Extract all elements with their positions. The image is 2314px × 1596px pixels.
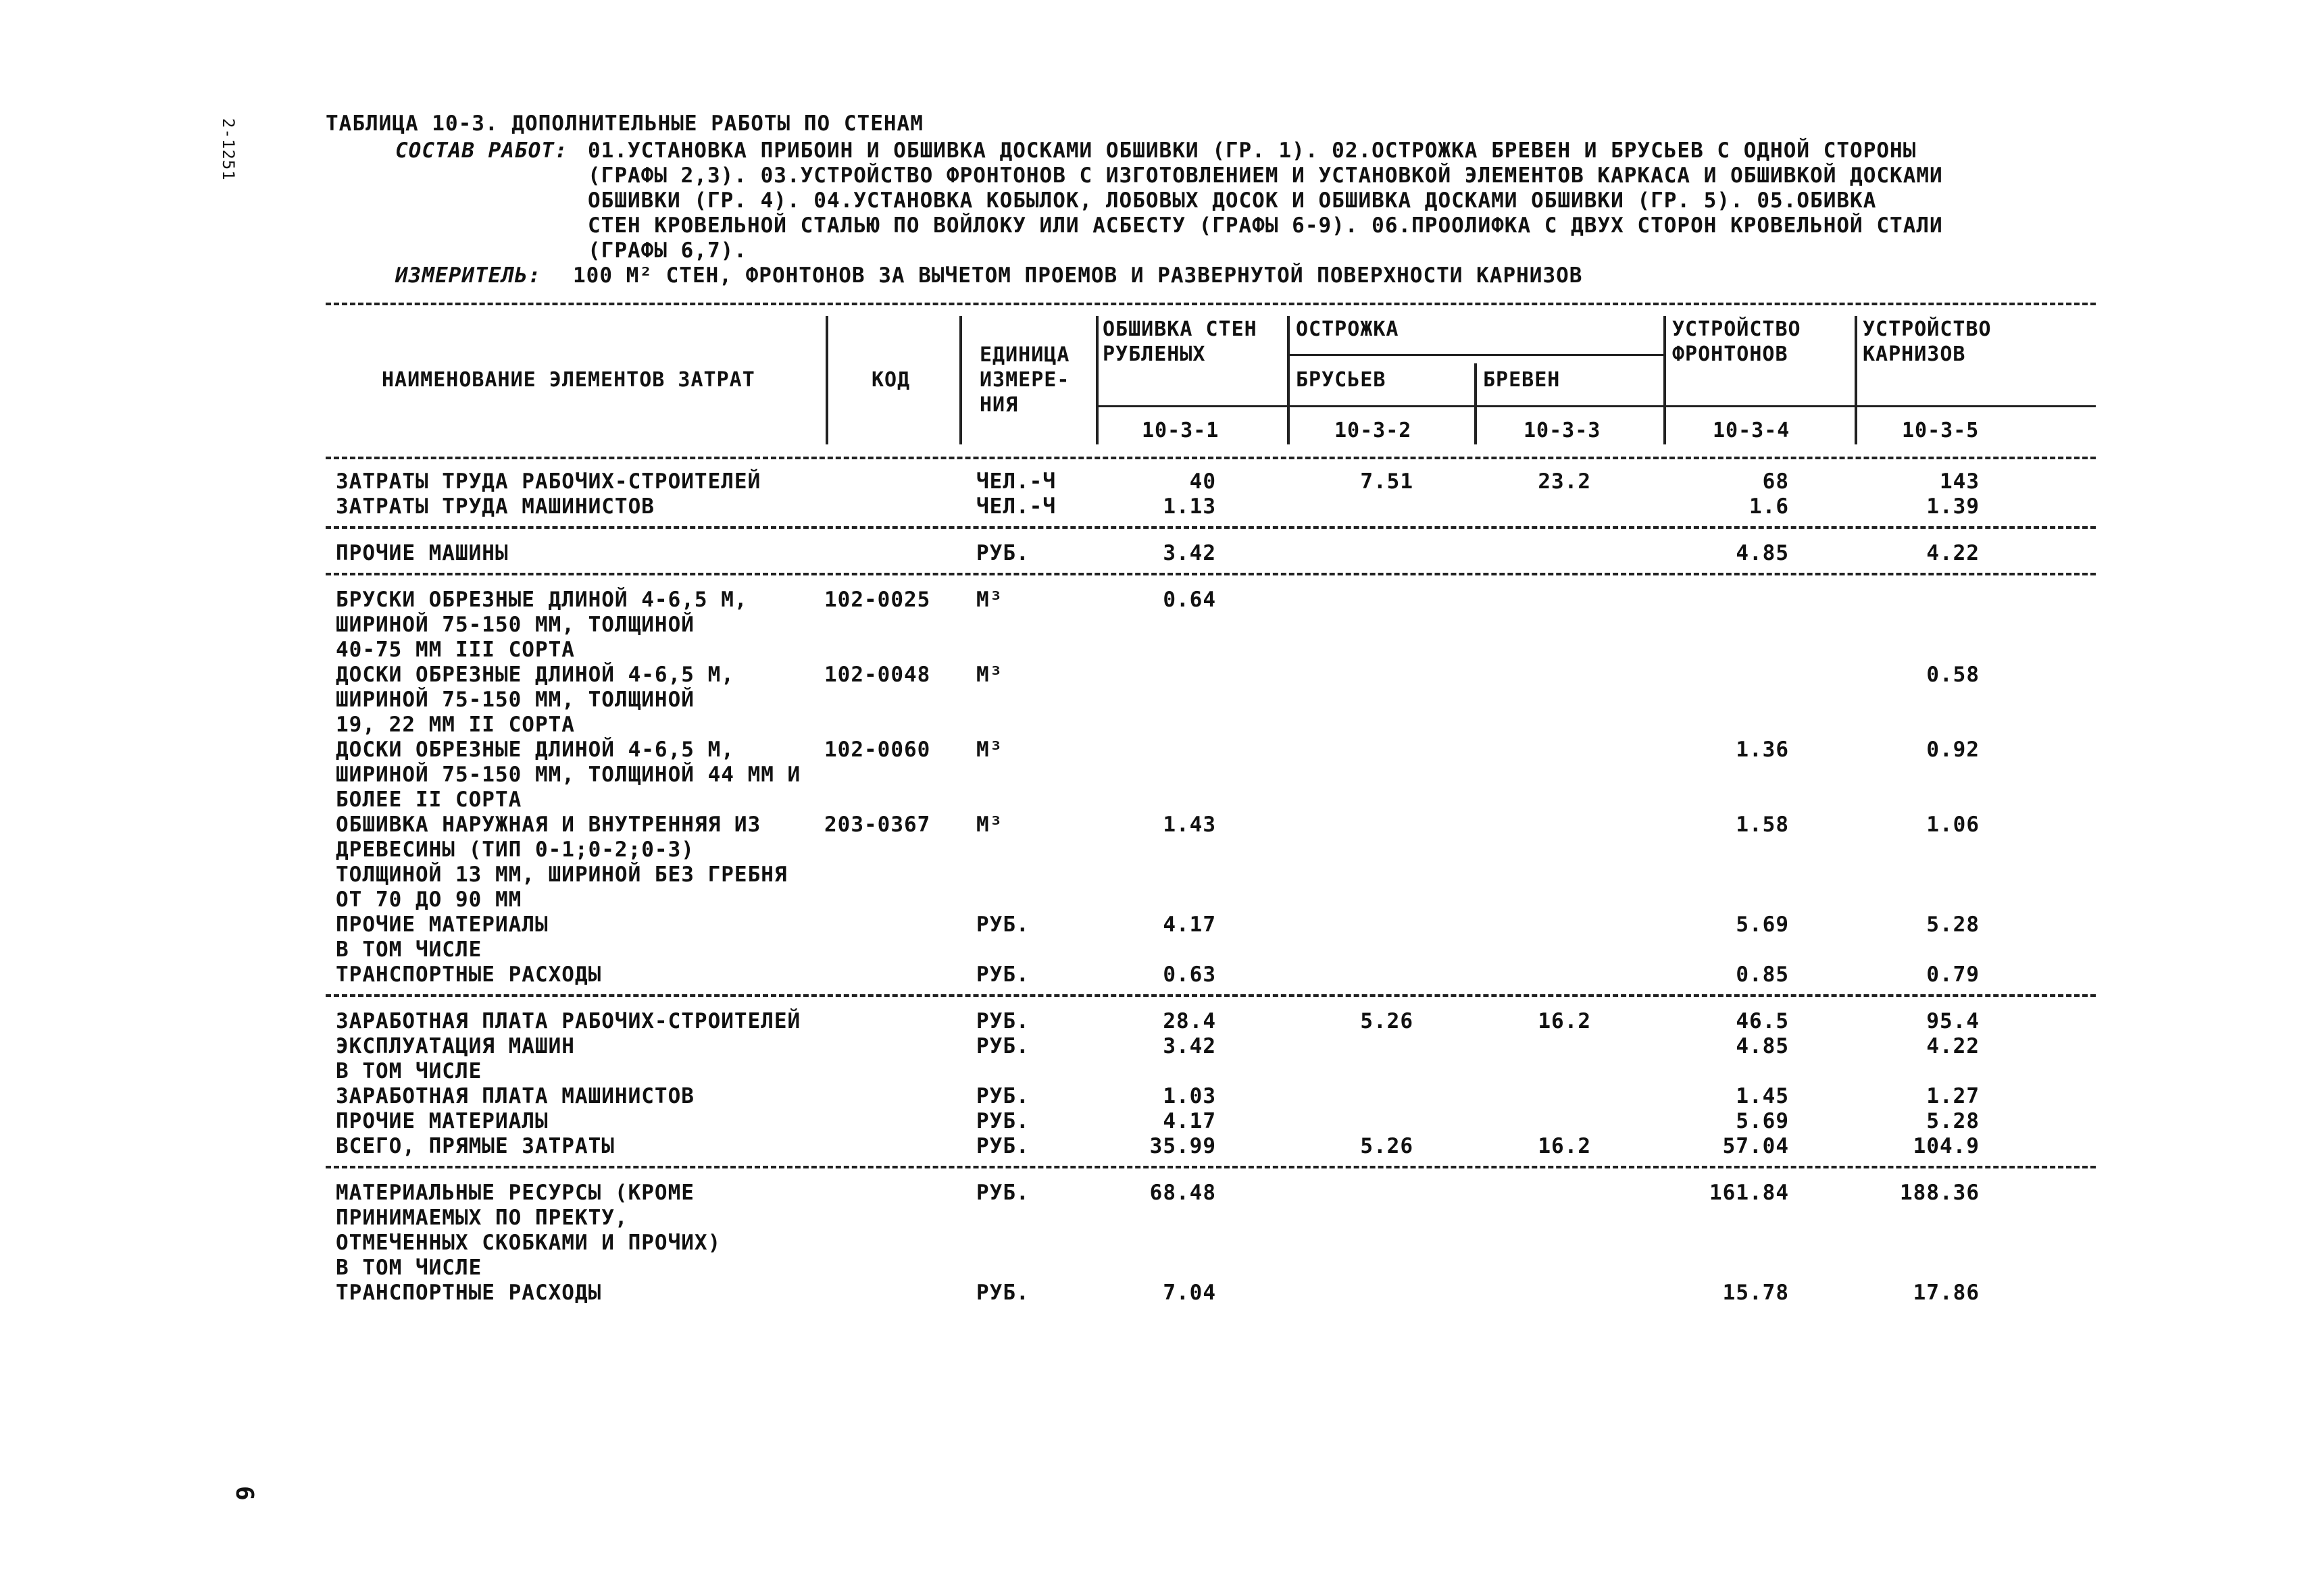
meter-label: ИЗМЕРИТЕЛЬ: [395, 263, 542, 288]
row-name: ТОЛЩИНОЙ 13 ММ, ШИРИНОЙ БЕЗ ГРЕБНЯ [336, 863, 788, 887]
row-value-col5: 104.9 [1913, 1134, 1980, 1158]
composition-label: СОСТАВ РАБОТ: [395, 138, 568, 163]
row-name: ПРОЧИЕ МАТЕРИАЛЫ [336, 912, 549, 937]
header-col5-1: УСТРОЙСТВО [1863, 317, 1992, 341]
row-value-col1: 0.64 [1163, 588, 1216, 612]
composition-line: СТЕН КРОВЕЛЬНОЙ СТАЛЬЮ ПО ВОЙЛОКУ ИЛИ АСБЕСТУ (ГРАФЫ 6-9). 06.ПРООЛИФКА С ДВУХ СТОРОН КРОВЕЛЬНОЙ СТАЛИ [588, 213, 1943, 238]
row-value-col5: 143 [1940, 469, 1980, 494]
row-unit: ЧЕЛ.-Ч [976, 494, 1056, 519]
header-group-ostrozhka: ОСТРОЖКА [1296, 317, 1399, 341]
header-unit-1: ЕДИНИЦА [980, 343, 1070, 367]
row-unit: РУБ. [976, 541, 1030, 565]
row-name: БРУСКИ ОБРЕЗНЫЕ ДЛИНОЙ 4-6,5 М, [336, 588, 748, 612]
row-value-col4: 1.36 [1736, 738, 1789, 762]
row-code: 102-0025 [824, 588, 931, 612]
header-unit-3: НИЯ [980, 393, 1019, 417]
row-code: 102-0060 [824, 738, 931, 762]
row-value-col4: 161.84 [1709, 1181, 1789, 1205]
side-code: 2-1251 [219, 118, 238, 181]
row-value-col1: 3.42 [1163, 1034, 1216, 1058]
row-name: ШИРИНОЙ 75-150 ММ, ТОЛЩИНОЙ [336, 613, 695, 637]
row-value-col5: 1.39 [1926, 494, 1980, 519]
row-value-col5: 4.22 [1926, 1034, 1980, 1058]
header-col1-1: ОБШИВКА СТЕН [1103, 317, 1257, 341]
row-name: ЗАТРАТЫ ТРУДА МАШИНИСТОВ [336, 494, 655, 519]
divider [1663, 316, 1666, 444]
row-value-col1: 1.13 [1163, 494, 1216, 519]
row-value-col5: 0.79 [1926, 962, 1980, 987]
row-unit: М³ [976, 588, 1003, 612]
row-value-col5: 1.06 [1926, 813, 1980, 837]
header-code-3: 10-3-3 [1524, 419, 1601, 442]
row-value-col3: 23.2 [1538, 469, 1591, 494]
row-value-col5: 5.28 [1926, 1109, 1980, 1133]
row-value-col4: 46.5 [1736, 1009, 1789, 1033]
row-unit: ЧЕЛ.-Ч [976, 469, 1056, 494]
row-name: ДОСКИ ОБРЕЗНЫЕ ДЛИНОЙ 4-6,5 М, [336, 663, 734, 687]
row-name: ЗАРАБОТНАЯ ПЛАТА МАШИНИСТОВ [336, 1084, 695, 1108]
row-name: В ТОМ ЧИСЛЕ [336, 937, 482, 962]
row-name: ОБШИВКА НАРУЖНАЯ И ВНУТРЕННЯЯ ИЗ [336, 813, 761, 837]
row-unit: РУБ. [976, 1181, 1030, 1205]
row-name: ОТ 70 ДО 90 ММ [336, 887, 522, 912]
row-name: ВСЕГО, ПРЯМЫЕ ЗАТРАТЫ [336, 1134, 615, 1158]
header-col1-2: РУБЛЕНЫХ [1103, 342, 1206, 366]
row-value-col5: 5.28 [1926, 912, 1980, 937]
row-value-col1: 1.03 [1163, 1084, 1216, 1108]
row-name: 19, 22 ММ II СОРТА [336, 713, 575, 737]
row-value-col1: 35.99 [1149, 1134, 1216, 1158]
row-name: В ТОМ ЧИСЛЕ [336, 1059, 482, 1083]
row-name: ЭКСПЛУАТАЦИЯ МАШИН [336, 1034, 575, 1058]
composition-line: 01.УСТАНОВКА ПРИБОИН И ОБШИВКА ДОСКАМИ ОБШИВКИ (ГР. 1). 02.ОСТРОЖКА БРЕВЕН И БРУСЬЕВ С ОДНОЙ СТОРОНЫ [588, 138, 1917, 163]
row-name: ПРИНИМАЕМЫХ ПО ПРЕКТУ, [336, 1206, 628, 1230]
row-value-col5: 188.36 [1900, 1181, 1980, 1205]
row-unit: РУБ. [976, 1281, 1030, 1305]
row-unit: М³ [976, 738, 1003, 762]
row-name: БОЛЕЕ II СОРТА [336, 788, 522, 812]
header-code-2: 10-3-2 [1334, 419, 1412, 442]
row-value-col1: 1.43 [1163, 813, 1216, 837]
row-name: 40-75 ММ III СОРТА [336, 638, 575, 662]
row-value-col4: 0.85 [1736, 962, 1789, 987]
row-name: ОТМЕЧЕННЫХ СКОБКАМИ И ПРОЧИХ) [336, 1231, 722, 1255]
row-name: ТРАНСПОРТНЫЕ РАСХОДЫ [336, 1281, 602, 1305]
row-value-col4: 1.6 [1749, 494, 1789, 519]
row-value-col1: 3.42 [1163, 541, 1216, 565]
header-code-5: 10-3-5 [1902, 419, 1980, 442]
row-name: МАТЕРИАЛЬНЫЕ РЕСУРСЫ (КРОМЕ [336, 1181, 695, 1205]
row-unit: РУБ. [976, 1084, 1030, 1108]
row-value-col4: 1.58 [1736, 813, 1789, 837]
row-value-col4: 15.78 [1722, 1281, 1789, 1305]
row-value-col3: 16.2 [1538, 1134, 1591, 1158]
row-value-col4: 68 [1762, 469, 1789, 494]
composition-line: (ГРАФЫ 6,7). [588, 238, 747, 263]
header-bottom-rule [326, 457, 2096, 459]
meter-text: 100 М² СТЕН, ФРОНТОНОВ ЗА ВЫЧЕТОМ ПРОЕМОВ И РАЗВЕРНУТОЙ ПОВЕРХНОСТИ КАРНИЗОВ [573, 263, 1583, 288]
row-unit: РУБ. [976, 912, 1030, 937]
row-value-col1: 7.04 [1163, 1281, 1216, 1305]
divider [1096, 316, 1099, 444]
divider [1287, 316, 1290, 444]
header-col3: БРЕВЕН [1483, 368, 1561, 392]
row-name: ШИРИНОЙ 75-150 ММ, ТОЛЩИНОЙ 44 ММ И [336, 763, 801, 787]
header-col4-1: УСТРОЙСТВО [1672, 317, 1801, 341]
row-name: ДРЕВЕСИНЫ (ТИП 0-1;0-2;0-3) [336, 838, 695, 862]
row-value-col4: 1.45 [1736, 1084, 1789, 1108]
row-name: В ТОМ ЧИСЛЕ [336, 1256, 482, 1280]
row-value-col4: 5.69 [1736, 1109, 1789, 1133]
row-value-col4: 4.85 [1736, 1034, 1789, 1058]
row-name: ПРОЧИЕ МАШИНЫ [336, 541, 509, 565]
header-col5-2: КАРНИЗОВ [1863, 342, 1966, 366]
codes-overline [1096, 405, 2096, 407]
row-value-col1: 4.17 [1163, 1109, 1216, 1133]
divider [1474, 363, 1477, 444]
row-unit: РУБ. [976, 1109, 1030, 1133]
row-value-col4: 4.85 [1736, 541, 1789, 565]
section-rule [326, 526, 2096, 529]
row-name: ЗАТРАТЫ ТРУДА РАБОЧИХ-СТРОИТЕЛЕЙ [336, 469, 761, 494]
row-name: ДОСКИ ОБРЕЗНЫЕ ДЛИНОЙ 4-6,5 М, [336, 738, 734, 762]
row-value-col4: 5.69 [1736, 912, 1789, 937]
row-name: ШИРИНОЙ 75-150 ММ, ТОЛЩИНОЙ [336, 688, 695, 712]
row-unit: М³ [976, 663, 1003, 687]
row-value-col2: 5.26 [1360, 1009, 1413, 1033]
row-value-col1: 40 [1189, 469, 1216, 494]
row-code: 203-0367 [824, 813, 931, 837]
row-value-col1: 28.4 [1163, 1009, 1216, 1033]
row-value-col5: 4.22 [1926, 541, 1980, 565]
ostrozhka-underline [1287, 354, 1663, 356]
header-col4-2: ФРОНТОНОВ [1672, 342, 1788, 366]
page-number: 6 [230, 1486, 258, 1501]
row-value-col5: 95.4 [1926, 1009, 1980, 1033]
row-unit: РУБ. [976, 1134, 1030, 1158]
header-top-rule [326, 303, 2096, 305]
section-rule [326, 1166, 2096, 1168]
row-unit: РУБ. [976, 1034, 1030, 1058]
row-value-col2: 5.26 [1360, 1134, 1413, 1158]
row-value-col4: 57.04 [1722, 1134, 1789, 1158]
header-code: КОД [872, 368, 911, 392]
row-unit: М³ [976, 813, 1003, 837]
row-value-col5: 1.27 [1926, 1084, 1980, 1108]
section-rule [326, 573, 2096, 575]
row-name: ЗАРАБОТНАЯ ПЛАТА РАБОЧИХ-СТРОИТЕЛЕЙ [336, 1009, 801, 1033]
row-name: ПРОЧИЕ МАТЕРИАЛЫ [336, 1109, 549, 1133]
header-col2: БРУСЬЕВ [1296, 368, 1386, 392]
row-value-col1: 4.17 [1163, 912, 1216, 937]
row-unit: РУБ. [976, 962, 1030, 987]
row-value-col5: 0.58 [1926, 663, 1980, 687]
composition-line: ОБШИВКИ (ГР. 4). 04.УСТАНОВКА КОБЫЛОК, ЛОБОВЫХ ДОСОК И ОБШИВКА ДОСКАМИ ОБШИВКИ (ГР. 5). 05.ОБИВКА [588, 188, 1877, 213]
table-title: ТАБЛИЦА 10-3. ДОПОЛНИТЕЛЬНЫЕ РАБОТЫ ПО СТЕНАМ [326, 111, 924, 136]
row-value-col2: 7.51 [1360, 469, 1413, 494]
section-rule [326, 994, 2096, 997]
header-unit-2: ИЗМЕРЕ- [980, 368, 1070, 392]
divider [826, 316, 828, 444]
divider [1855, 316, 1857, 444]
row-value-col5: 17.86 [1913, 1281, 1980, 1305]
row-code: 102-0048 [824, 663, 931, 687]
composition-line: (ГРАФЫ 2,3). 03.УСТРОЙСТВО ФРОНТОНОВ С ИЗГОТОВЛЕНИЕМ И УСТАНОВКОЙ ЭЛЕМЕНТОВ КАРКАСА И ОБШИВКОЙ ДОСКАМИ [588, 163, 1943, 188]
row-name: ТРАНСПОРТНЫЕ РАСХОДЫ [336, 962, 602, 987]
row-value-col1: 68.48 [1149, 1181, 1216, 1205]
divider [959, 316, 962, 444]
header-code-1: 10-3-1 [1142, 419, 1219, 442]
header-code-4: 10-3-4 [1713, 419, 1790, 442]
header-name: НАИМЕНОВАНИЕ ЭЛЕМЕНТОВ ЗАТРАТ [382, 368, 755, 392]
row-value-col3: 16.2 [1538, 1009, 1591, 1033]
row-value-col1: 0.63 [1163, 962, 1216, 987]
row-unit: РУБ. [976, 1009, 1030, 1033]
row-value-col5: 0.92 [1926, 738, 1980, 762]
